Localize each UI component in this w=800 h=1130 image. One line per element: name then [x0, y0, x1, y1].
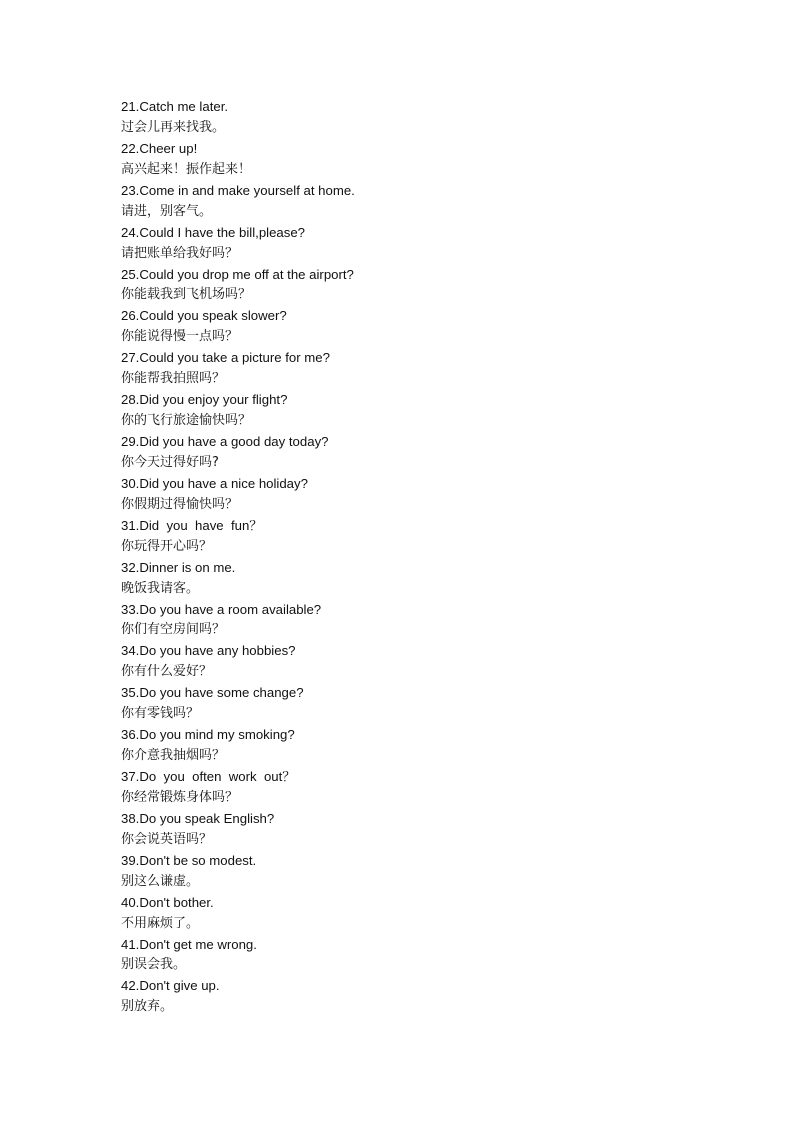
phrase-english: 33.Do you have a room available?	[121, 601, 322, 617]
phrase-chinese: 你的飞行旅途愉快吗？	[121, 413, 252, 429]
phrase-english: 23.Come in and make yourself at home.	[121, 182, 355, 198]
phrase-english: 22.Cheer up!	[121, 140, 198, 156]
phrase-chinese: 过会儿再来找我。	[121, 119, 226, 135]
phrase-chinese: 别这么谦虚。	[121, 873, 200, 889]
phrase-english: 26.Could you speak slower?	[121, 308, 287, 324]
phrase-chinese: 你会说英语吗？	[121, 831, 213, 847]
phrase-chinese: 请把账单给我好吗？	[121, 245, 239, 261]
phrase-chinese: 不用麻烦了。	[121, 915, 200, 931]
phrase-english: 29.Did you have a good day today?	[121, 434, 329, 449]
phrase-chinese: 别误会我。	[121, 957, 187, 973]
phrase-chinese: 高兴起来！振作起来！	[121, 161, 252, 177]
phrase-chinese: 请进，别客气。	[121, 203, 213, 219]
phrase-english: 28.Did you enjoy your flight?	[121, 392, 288, 408]
phrase-english: 36.Do you mind my smoking?	[121, 727, 295, 743]
phrase-chinese: 你能载我到飞机场吗？	[121, 287, 252, 303]
phrase-chinese: 你能说得慢一点吗？	[121, 329, 239, 345]
phrase-list	[121, 97, 761, 1018]
phrase-english: 35.Do you have some change?	[121, 685, 304, 701]
phrase-english: 24.Could I have the bill,please?	[121, 224, 306, 240]
phrase-chinese: 你有零钱吗？	[121, 706, 200, 722]
phrase-chinese: 你介意我抽烟吗？	[121, 748, 226, 764]
phrase-english: 27.Could you take a picture for me?	[121, 350, 330, 366]
phrase-chinese: 你假期过得愉快吗？	[121, 496, 239, 512]
phrase-english: 30.Did you have a nice holiday?	[121, 475, 308, 491]
phrase-english: 37.Do you often work out？	[121, 769, 296, 784]
phrase-english: 34.Do you have any hobbies?	[121, 643, 296, 659]
phrase-english: 21.Catch me later.	[121, 99, 229, 114]
phrase-english: 32.Dinner is on me.	[121, 559, 236, 575]
phrase-chinese: 你能帮我拍照吗？	[121, 371, 226, 387]
phrase-english: 41.Don't get me wrong.	[121, 936, 257, 952]
phrase-chinese: 你有什么爱好？	[121, 664, 213, 680]
phrase-chinese: 你今天过得好吗?	[121, 454, 219, 470]
phrase-chinese: 你们有空房间吗？	[121, 622, 226, 638]
phrase-english: 42.Don't give up.	[121, 978, 220, 994]
phrase-english: 25.Could you drop me off at the airport?	[121, 266, 354, 282]
phrase-chinese: 你玩得开心吗？	[121, 538, 213, 554]
phrase-english: 40.Don't bother.	[121, 894, 214, 910]
phrase-chinese: 别放弃。	[121, 999, 174, 1015]
phrase-english: 31.Did you have fun？	[121, 517, 263, 533]
phrase-english: 39.Don't be so modest.	[121, 852, 257, 868]
phrase-chinese: 晚饭我请客。	[121, 580, 200, 596]
phrase-english: 38.Do you speak English?	[121, 810, 275, 826]
phrase-chinese: 你经常锻炼身体吗？	[121, 789, 239, 805]
